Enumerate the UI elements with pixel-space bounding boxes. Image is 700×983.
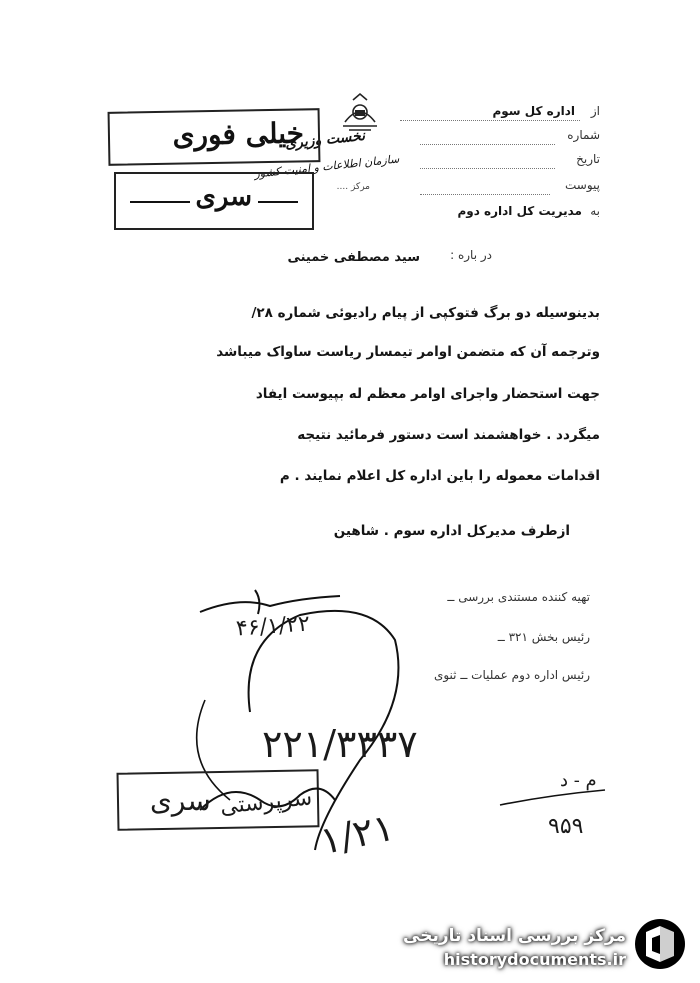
urgent-stamp-text: خیلی فوری <box>172 116 305 152</box>
prepared-by: تهیه کننده مستندی بررسی ــ <box>447 590 590 604</box>
dept-head: رئیس اداره دوم عملیات ــ ثنوی <box>433 668 590 682</box>
organization-name: سازمان اطلاعات و امنیت کشور <box>254 152 401 181</box>
boxed-handwriting: سری <box>150 784 211 817</box>
from-value: اداره کل سوم <box>492 104 575 118</box>
body-line-3: جهت استحضار واجرای اوامر معظم له بپیوست ایفاد <box>255 386 600 402</box>
handwritten-date: ۴۶/۱/۲۲ <box>235 611 311 642</box>
ministry-name: نخست وزیری <box>284 127 366 153</box>
to-label: به <box>590 204 600 218</box>
archive-logo-icon <box>634 918 686 970</box>
sub-organization: مرکز .... <box>336 182 370 192</box>
secret-stamp-text: سری <box>195 182 252 212</box>
attachment-label: پیوست <box>565 178 600 192</box>
number-label: شماره <box>567 128 600 142</box>
body-line-5: اقدامات معموله را باین اداره کل اعلام نمایند . م <box>279 468 600 484</box>
footer-website[interactable]: historydocuments.ir <box>443 950 626 969</box>
body-line-2: وترجمه آن که متضمن اوامر تیمسار ریاست ساواک میباشد <box>216 344 600 360</box>
footer-org-name: مرکز بررسی اسناد تاریخی <box>403 926 626 946</box>
handwritten-right-top: م - د <box>560 770 597 791</box>
subject-label: در باره : <box>450 248 492 262</box>
handwritten-right-bottom: ۹۵۹ <box>548 814 584 839</box>
to-value: مدیریت کل اداره دوم <box>457 204 582 218</box>
boxed-scribble: سرپرستی <box>218 785 314 820</box>
body-line-1: بدینوسیله دو برگ فتوکپی از پیام رادیوئی شماره ۲۸/ <box>251 305 600 321</box>
from-label: از <box>590 104 600 118</box>
section-head: رئیس بخش ۳۲۱ ــ <box>497 630 590 644</box>
handwritten-number: ۲۲۱/۳۳۳۷ <box>262 722 418 766</box>
handwritten-small-number: ۱/۲۱ <box>316 804 398 864</box>
body-line-4: میگردد . خواهشمند است دستور فرمائید نتیجه <box>297 427 600 443</box>
date-label: تاریخ <box>576 152 600 166</box>
signature-line: ازطرف مدیرکل اداره سوم . شاهین <box>333 523 570 539</box>
subject-value: سید مصطفی خمینی <box>287 250 420 265</box>
